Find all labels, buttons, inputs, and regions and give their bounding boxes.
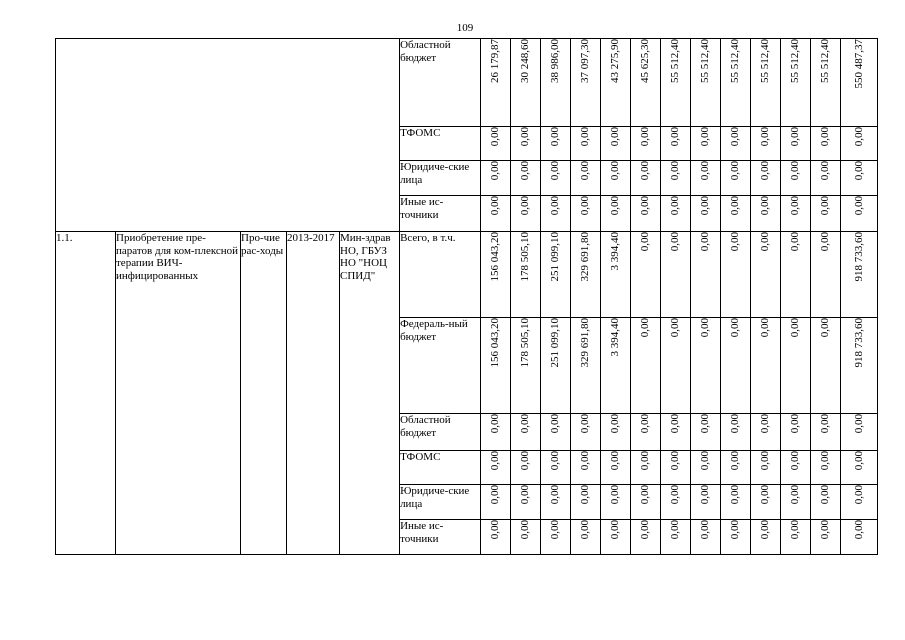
value-text: 0,00 <box>699 232 712 252</box>
value-text: 0,00 <box>729 318 742 338</box>
value-text: 0,00 <box>489 485 502 505</box>
value-text: 37 097,30 <box>579 39 592 83</box>
value-cell <box>781 520 811 555</box>
table-row <box>56 232 878 318</box>
value-cell <box>511 196 541 232</box>
value-cell <box>511 451 541 485</box>
value-text: 0,00 <box>789 232 802 252</box>
value-text: 0,00 <box>579 196 592 216</box>
value-text: 38 986,00 <box>549 39 562 83</box>
value-text: 0,00 <box>819 485 832 505</box>
value-text: 0,00 <box>699 414 712 434</box>
value-cell <box>661 451 691 485</box>
value-cell <box>811 451 841 485</box>
value-text: 0,00 <box>819 232 832 252</box>
value-text: 0,00 <box>609 127 622 147</box>
value-text: 0,00 <box>759 161 772 181</box>
value-cell <box>481 451 511 485</box>
value-cell <box>571 318 601 414</box>
value-text: 0,00 <box>639 414 652 434</box>
value-cell <box>751 318 781 414</box>
value-cell <box>541 318 571 414</box>
value-cell <box>751 520 781 555</box>
value-cell <box>661 414 691 451</box>
value-text: 0,00 <box>819 414 832 434</box>
value-text: 55 512,40 <box>819 39 832 83</box>
value-cell <box>571 485 601 520</box>
value-cell <box>631 485 661 520</box>
value-text: 0,00 <box>579 161 592 181</box>
value-cell <box>691 127 721 161</box>
funding-source-cell: Всего, в т.ч. <box>400 232 481 318</box>
value-text: 0,00 <box>609 196 622 216</box>
value-text: 0,00 <box>639 232 652 252</box>
value-text: 0,00 <box>819 161 832 181</box>
value-cell <box>721 161 751 196</box>
value-cell <box>571 232 601 318</box>
value-cell <box>721 520 751 555</box>
value-cell <box>511 232 541 318</box>
value-cell <box>541 485 571 520</box>
value-cell <box>721 318 751 414</box>
value-cell <box>601 318 631 414</box>
value-text: 0,00 <box>519 161 532 181</box>
value-text: 0,00 <box>549 451 562 471</box>
value-cell <box>721 451 751 485</box>
value-text: 0,00 <box>789 451 802 471</box>
value-cell <box>781 127 811 161</box>
value-text: 55 512,40 <box>759 39 772 83</box>
value-text: 0,00 <box>729 414 742 434</box>
value-cell <box>541 232 571 318</box>
value-text: 251 099,10 <box>549 318 562 368</box>
value-cell <box>781 485 811 520</box>
value-cell <box>571 161 601 196</box>
value-text: 0,00 <box>549 485 562 505</box>
value-cell <box>631 232 661 318</box>
value-cell <box>691 161 721 196</box>
value-text: 0,00 <box>759 414 772 434</box>
value-cell <box>661 318 691 414</box>
value-cell <box>661 485 691 520</box>
value-text: 43 275,90 <box>609 39 622 83</box>
value-cell <box>631 39 661 127</box>
value-text: 0,00 <box>579 127 592 147</box>
value-cell <box>541 451 571 485</box>
value-cell <box>541 414 571 451</box>
value-text: 0,00 <box>819 127 832 147</box>
value-cell <box>601 127 631 161</box>
page-number: 109 <box>456 22 474 34</box>
value-cell <box>541 39 571 127</box>
value-cell <box>781 161 811 196</box>
value-text: 0,00 <box>609 485 622 505</box>
value-cell <box>541 127 571 161</box>
value-text: 0,00 <box>639 451 652 471</box>
funding-source-cell: Юридиче-ские лица <box>400 161 481 196</box>
value-text: 0,00 <box>639 196 652 216</box>
value-text: 0,00 <box>519 520 532 540</box>
value-cell <box>511 485 541 520</box>
value-cell <box>841 318 878 414</box>
value-cell <box>841 520 878 555</box>
value-cell <box>841 161 878 196</box>
value-text: 0,00 <box>489 196 502 216</box>
funding-table <box>55 38 878 555</box>
value-text: 0,00 <box>789 520 802 540</box>
value-cell <box>691 196 721 232</box>
value-text: 0,00 <box>579 451 592 471</box>
value-text: 55 512,40 <box>669 39 682 83</box>
value-cell <box>661 127 691 161</box>
value-text: 0,00 <box>759 127 772 147</box>
value-text: 0,00 <box>729 127 742 147</box>
value-cell <box>781 196 811 232</box>
value-cell <box>691 318 721 414</box>
value-text: 0,00 <box>669 485 682 505</box>
value-cell <box>811 520 841 555</box>
value-text: 0,00 <box>549 414 562 434</box>
value-cell <box>601 232 631 318</box>
value-cell <box>751 232 781 318</box>
value-cell <box>661 232 691 318</box>
value-cell <box>601 196 631 232</box>
value-text: 3 394,40 <box>609 232 622 271</box>
value-text: 0,00 <box>489 414 502 434</box>
value-text: 0,00 <box>639 520 652 540</box>
value-text: 550 487,37 <box>852 39 865 89</box>
value-text: 329 691,80 <box>579 318 592 368</box>
value-cell <box>751 196 781 232</box>
value-cell <box>481 196 511 232</box>
value-cell <box>571 127 601 161</box>
value-cell <box>721 232 751 318</box>
value-cell <box>751 127 781 161</box>
value-text: 0,00 <box>852 520 865 540</box>
value-text: 0,00 <box>669 161 682 181</box>
value-cell <box>661 161 691 196</box>
value-text: 0,00 <box>789 161 802 181</box>
value-text: 0,00 <box>519 127 532 147</box>
value-text: 0,00 <box>639 318 652 338</box>
funding-source-cell: Федераль-ный бюджет <box>400 318 481 414</box>
value-text: 0,00 <box>852 451 865 471</box>
value-text: 0,00 <box>519 451 532 471</box>
value-text: 3 394,40 <box>609 318 622 357</box>
value-text: 0,00 <box>669 520 682 540</box>
value-text: 0,00 <box>852 196 865 216</box>
value-cell <box>571 414 601 451</box>
value-text: 0,00 <box>699 520 712 540</box>
value-cell <box>631 127 661 161</box>
value-cell <box>601 39 631 127</box>
value-cell <box>691 232 721 318</box>
value-cell <box>841 232 878 318</box>
value-cell <box>751 485 781 520</box>
value-cell <box>601 414 631 451</box>
value-text: 0,00 <box>489 451 502 471</box>
value-cell <box>631 414 661 451</box>
value-text: 0,00 <box>639 485 652 505</box>
funding-source-cell: ТФОМС <box>400 451 481 485</box>
value-text: 0,00 <box>729 196 742 216</box>
value-text: 0,00 <box>789 414 802 434</box>
value-cell <box>481 39 511 127</box>
value-cell <box>631 161 661 196</box>
value-cell <box>781 414 811 451</box>
value-text: 0,00 <box>729 161 742 181</box>
value-cell <box>841 485 878 520</box>
value-cell <box>511 127 541 161</box>
value-text: 918 733,60 <box>852 318 865 368</box>
value-text: 0,00 <box>549 127 562 147</box>
value-text: 0,00 <box>669 451 682 471</box>
value-text: 0,00 <box>819 451 832 471</box>
value-text: 156 043,20 <box>489 318 502 368</box>
value-cell <box>601 485 631 520</box>
value-text: 0,00 <box>579 520 592 540</box>
value-cell <box>781 318 811 414</box>
value-text: 0,00 <box>729 520 742 540</box>
funding-source-cell: Областной бюджет <box>400 414 481 451</box>
value-cell <box>841 127 878 161</box>
value-text: 0,00 <box>609 414 622 434</box>
value-cell <box>721 196 751 232</box>
value-cell <box>631 451 661 485</box>
funding-source-cell: Иные ис-точники <box>400 196 481 232</box>
value-text: 0,00 <box>519 414 532 434</box>
value-text: 0,00 <box>489 127 502 147</box>
value-cell <box>691 39 721 127</box>
value-cell <box>601 161 631 196</box>
item-code: 1.1. <box>56 232 116 555</box>
value-cell <box>481 161 511 196</box>
value-text: 156 043,20 <box>489 232 502 282</box>
value-text: 0,00 <box>609 451 622 471</box>
value-text: 0,00 <box>609 520 622 540</box>
funding-source-cell: Юридиче-ские лица <box>400 485 481 520</box>
value-text: 0,00 <box>819 520 832 540</box>
value-text: 0,00 <box>699 451 712 471</box>
executor: Мин-здрав НО, ГБУЗ НО "НОЦ СПИД" <box>340 232 400 555</box>
value-cell <box>511 414 541 451</box>
value-cell <box>691 520 721 555</box>
value-cell <box>811 414 841 451</box>
value-text: 0,00 <box>669 232 682 252</box>
value-text: 0,00 <box>699 196 712 216</box>
value-text: 0,00 <box>669 318 682 338</box>
value-text: 0,00 <box>579 485 592 505</box>
value-cell <box>481 318 511 414</box>
table-row <box>56 39 878 127</box>
value-cell <box>511 318 541 414</box>
value-cell <box>811 196 841 232</box>
value-cell <box>811 39 841 127</box>
value-cell <box>811 127 841 161</box>
value-cell <box>811 485 841 520</box>
value-cell <box>601 451 631 485</box>
value-text: 0,00 <box>639 161 652 181</box>
value-text: 26 179,87 <box>489 39 502 83</box>
value-cell <box>811 161 841 196</box>
value-cell <box>691 414 721 451</box>
value-cell <box>841 196 878 232</box>
value-cell <box>661 520 691 555</box>
value-text: 178 505,10 <box>519 318 532 368</box>
value-text: 178 505,10 <box>519 232 532 282</box>
value-cell <box>661 39 691 127</box>
value-cell <box>751 414 781 451</box>
value-text: 0,00 <box>852 161 865 181</box>
value-cell <box>481 414 511 451</box>
value-text: 0,00 <box>699 127 712 147</box>
value-cell <box>751 161 781 196</box>
value-text: 0,00 <box>852 127 865 147</box>
value-text: 0,00 <box>759 232 772 252</box>
value-cell <box>721 39 751 127</box>
value-text: 0,00 <box>549 161 562 181</box>
value-text: 55 512,40 <box>729 39 742 83</box>
value-text: 0,00 <box>759 451 772 471</box>
value-cell <box>841 451 878 485</box>
value-text: 0,00 <box>669 414 682 434</box>
value-cell <box>721 127 751 161</box>
value-cell <box>631 520 661 555</box>
value-text: 0,00 <box>852 485 865 505</box>
value-cell <box>811 232 841 318</box>
value-text: 0,00 <box>699 485 712 505</box>
value-text: 55 512,40 <box>699 39 712 83</box>
value-text: 0,00 <box>789 485 802 505</box>
period: 2013-2017 <box>287 232 340 555</box>
value-cell <box>511 520 541 555</box>
value-cell <box>841 39 878 127</box>
value-text: 0,00 <box>759 196 772 216</box>
value-cell <box>811 318 841 414</box>
value-text: 0,00 <box>699 318 712 338</box>
value-text: 0,00 <box>789 196 802 216</box>
empty-merged-cell <box>56 39 400 232</box>
value-text: 0,00 <box>729 485 742 505</box>
value-cell <box>481 520 511 555</box>
value-text: 0,00 <box>549 520 562 540</box>
value-cell <box>571 196 601 232</box>
item-name: Приобретение пре-паратов для ком-плексной терапии ВИЧ-инфицированных <box>116 232 241 555</box>
value-text: 0,00 <box>669 196 682 216</box>
value-text: 0,00 <box>669 127 682 147</box>
value-text: 45 625,30 <box>639 39 652 83</box>
value-text: 0,00 <box>489 520 502 540</box>
value-text: 918 733,60 <box>852 232 865 282</box>
value-cell <box>751 451 781 485</box>
value-cell <box>691 485 721 520</box>
funding-source-cell: Иные ис-точники <box>400 520 481 555</box>
expense-type: Про-чие рас-ходы <box>241 232 287 555</box>
funding-source-cell: Областной бюджет <box>400 39 481 127</box>
value-cell <box>721 485 751 520</box>
value-cell <box>691 451 721 485</box>
value-cell <box>481 232 511 318</box>
value-cell <box>781 451 811 485</box>
value-cell <box>751 39 781 127</box>
value-cell <box>781 39 811 127</box>
value-text: 0,00 <box>759 520 772 540</box>
value-cell <box>721 414 751 451</box>
value-text: 0,00 <box>549 196 562 216</box>
value-cell <box>541 520 571 555</box>
value-text: 30 248,60 <box>519 39 532 83</box>
value-cell <box>661 196 691 232</box>
value-text: 0,00 <box>852 414 865 434</box>
value-text: 0,00 <box>789 318 802 338</box>
value-text: 0,00 <box>579 414 592 434</box>
funding-source-cell: ТФОМС <box>400 127 481 161</box>
value-cell <box>571 520 601 555</box>
value-cell <box>781 232 811 318</box>
value-text: 329 691,80 <box>579 232 592 282</box>
value-cell <box>541 196 571 232</box>
value-cell <box>631 318 661 414</box>
value-cell <box>481 485 511 520</box>
value-text: 0,00 <box>759 485 772 505</box>
value-text: 0,00 <box>639 127 652 147</box>
value-cell <box>601 520 631 555</box>
value-text: 0,00 <box>759 318 772 338</box>
value-text: 0,00 <box>519 485 532 505</box>
value-cell <box>631 196 661 232</box>
value-cell <box>481 127 511 161</box>
value-cell <box>541 161 571 196</box>
value-text: 0,00 <box>699 161 712 181</box>
value-cell <box>841 414 878 451</box>
value-text: 0,00 <box>489 161 502 181</box>
value-text: 0,00 <box>519 196 532 216</box>
value-text: 0,00 <box>729 451 742 471</box>
value-text: 0,00 <box>819 318 832 338</box>
value-text: 0,00 <box>789 127 802 147</box>
value-text: 0,00 <box>729 232 742 252</box>
value-cell <box>511 39 541 127</box>
value-text: 55 512,40 <box>789 39 802 83</box>
value-text: 0,00 <box>819 196 832 216</box>
value-cell <box>571 39 601 127</box>
value-cell <box>511 161 541 196</box>
value-cell <box>571 451 601 485</box>
value-text: 0,00 <box>609 161 622 181</box>
value-text: 251 099,10 <box>549 232 562 282</box>
